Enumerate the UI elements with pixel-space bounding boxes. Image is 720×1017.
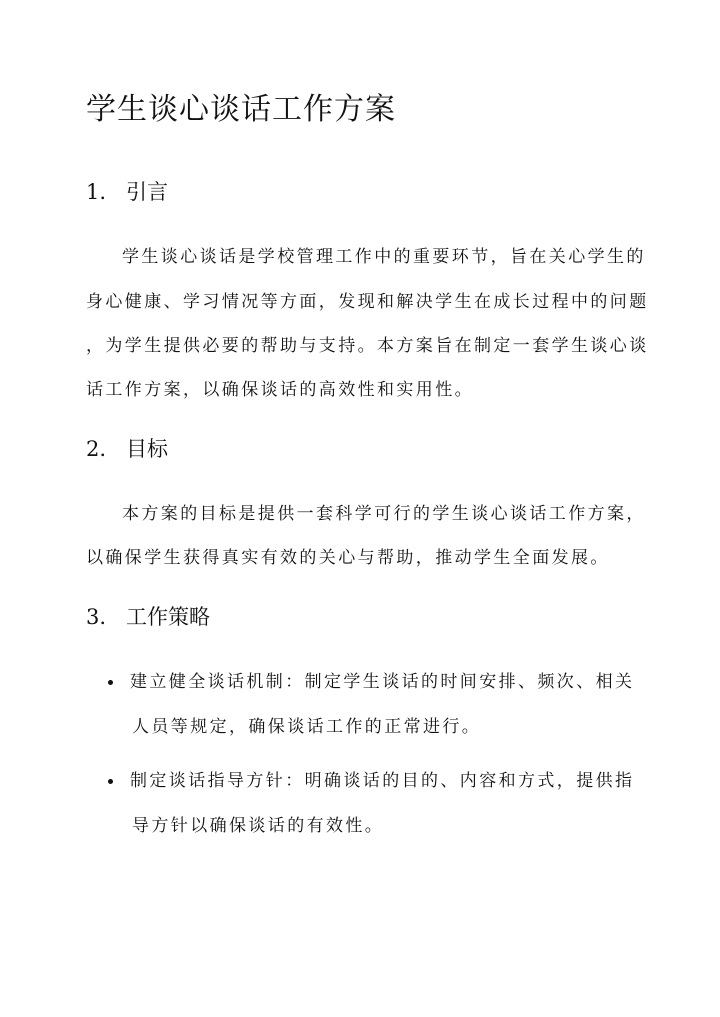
section-title: 引言 [126,180,168,204]
list-item-line: 制定谈话指导方针：明确谈话的目的、内容和方式，提供指 [130,771,635,791]
bullet-icon [108,779,113,784]
section-number: 3. [86,605,107,629]
section-heading-introduction [86,176,168,206]
paragraph-line: ，为学生提供必要的帮助与支持。本方案旨在制定一套学生谈心谈 [86,336,649,356]
list-item-line: 人员等规定，确保谈话工作的正常进行。 [132,717,482,737]
section-number: 2. [86,437,107,461]
section-number: 1. [86,180,107,204]
section-heading-work-strategy [86,601,210,631]
list-item-line: 导方针以确保谈话的有效性。 [132,816,385,836]
paragraph-line: 身心健康、学习情况等方面，发现和解决学生在成长过程中的问题 [86,292,649,312]
section-title: 目标 [126,437,168,461]
paragraph-line: 学生谈心谈话是学校管理工作中的重要环节，旨在关心学生的 [122,247,646,267]
paragraph-line: 本方案的目标是提供一套科学可行的学生谈心谈话工作方案， [122,504,646,524]
bullet-icon [108,680,113,685]
paragraph-line: 话工作方案，以确保谈话的高效性和实用性。 [86,380,474,400]
section-title: 工作策略 [126,605,210,629]
paragraph-line: 以确保学生获得真实有效的关心与帮助，推动学生全面发展。 [86,548,610,568]
list-item-line: 建立健全谈话机制：制定学生谈话的时间安排、频次、相关 [130,672,635,692]
section-heading-goals [86,433,168,463]
document-title: 学生谈心谈话工作方案 [86,92,396,127]
